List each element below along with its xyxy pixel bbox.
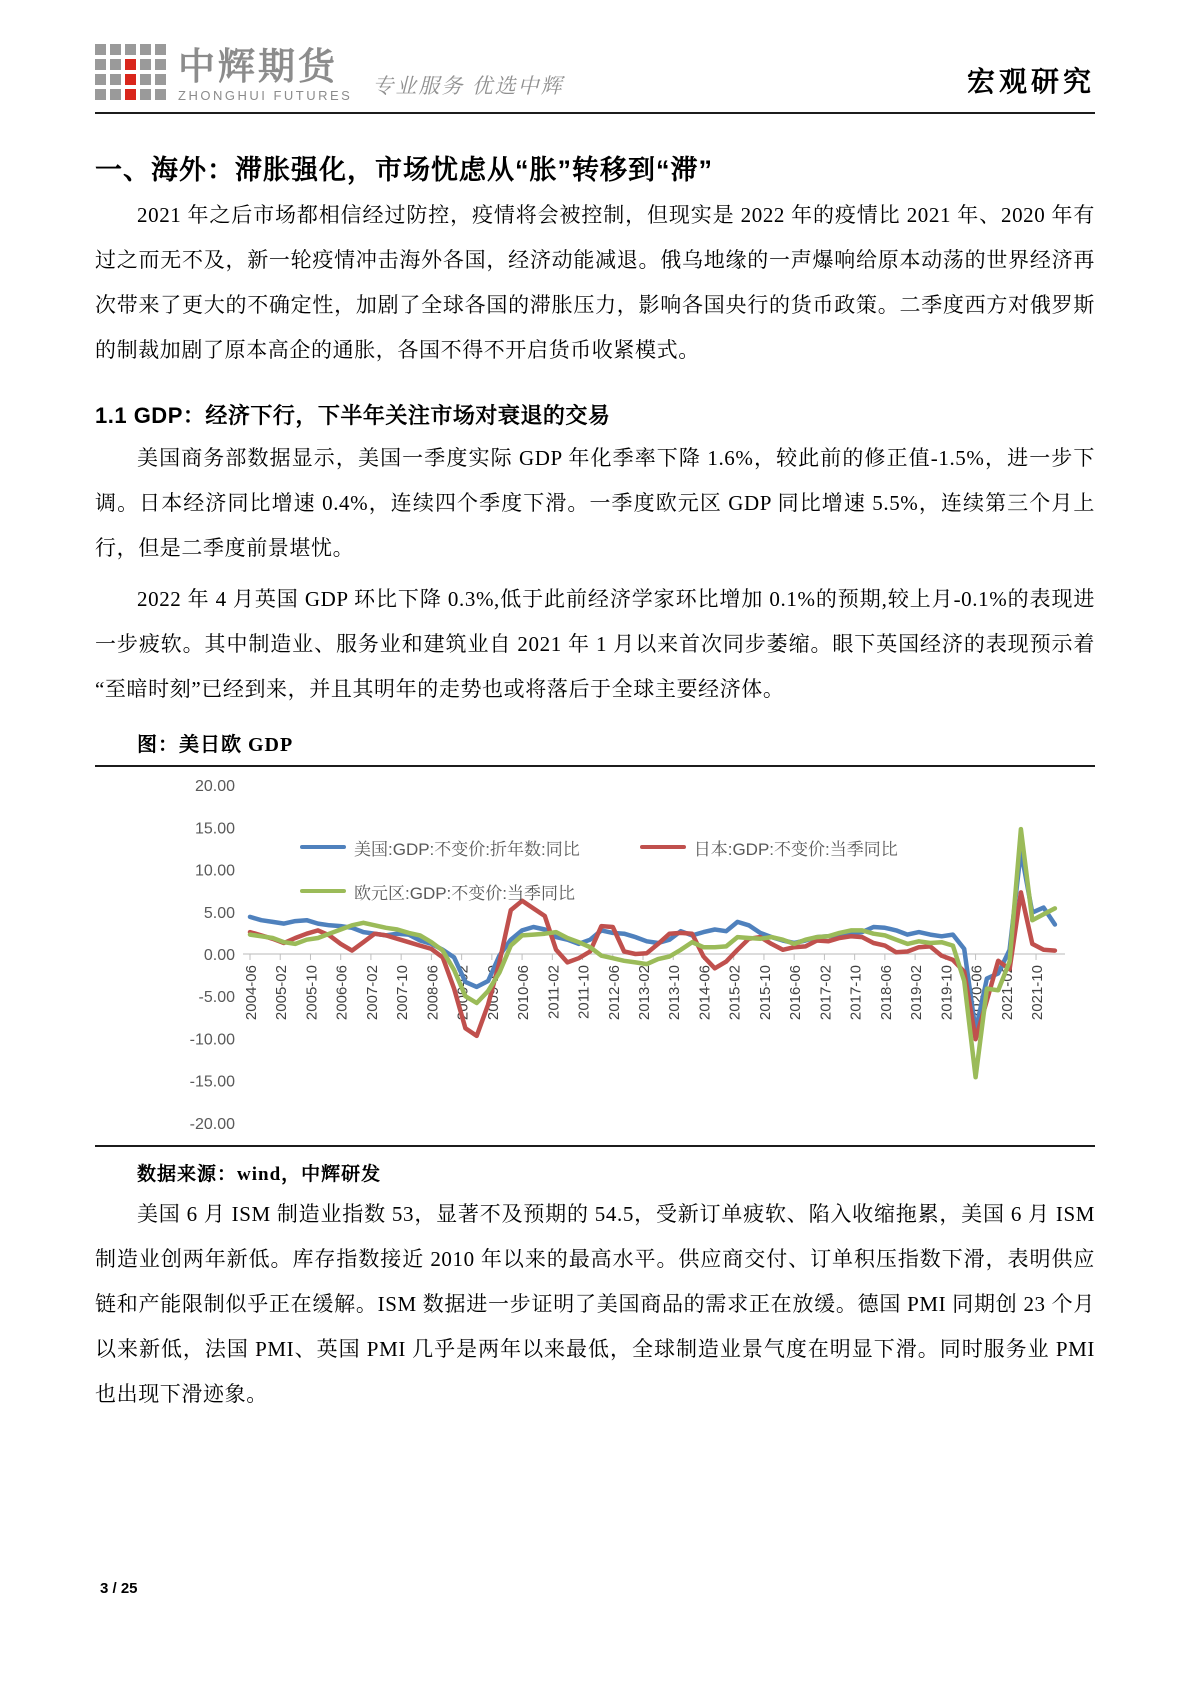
legend-row-1 <box>300 825 958 869</box>
subsection-title: 1.1 GDP：经济下行，下半年关注市场对衰退的交易 <box>95 403 611 428</box>
logo-name-cn: 中辉期货 <box>178 46 338 87</box>
section-title: 一、海外：滞胀强化，市场忧虑从“胀”转移到“滞” <box>95 155 713 185</box>
svg-text:10.00: 10.00 <box>194 862 235 880</box>
svg-text:2015-10: 2015-10 <box>756 965 774 1021</box>
svg-text:-5.00: -5.00 <box>198 989 235 1007</box>
svg-text:15.00: 15.00 <box>194 820 235 838</box>
paragraph-1: 2021 年之后市场都相信经过防控，疫情将会被控制，但现实是 2022 年的疫情比 2021 年、2020 年有过之而无不及，新一轮疫情冲击海外各国，经济动能减退。俄乌地缘的一声爆响给原本动荡的世界经济再次带来了更大的不确定性，加剧了全球各国的滞胀压力，影响各国央行的货币政策。二季度西方对俄罗斯的制裁加剧了原本高企的通胀，各国不得不开启货币收紧模式。 <box>95 203 1095 362</box>
legend-label-eurozone: 欧元区:GDP:不变价:当季同比 <box>354 883 576 903</box>
svg-text:2009-10: 2009-10 <box>484 965 502 1021</box>
svg-text:20.00: 20.00 <box>194 778 235 796</box>
svg-text:0.00: 0.00 <box>203 947 235 964</box>
svg-text:2013-10: 2013-10 <box>666 965 684 1021</box>
logo-text <box>178 48 352 102</box>
japan-series-swatch <box>640 845 686 850</box>
legend-row-2 <box>300 869 958 913</box>
us-series-swatch <box>300 845 346 850</box>
svg-text:2018-06: 2018-06 <box>877 965 895 1021</box>
paragraph-2: 美国商务部数据显示，美国一季度实际 GDP 年化季率下降 1.6%，较此前的修正值-1.5%，进一步下调。日本经济同比增速 0.4%，连续四个季度下滑。一季度欧元区 GDP 同比增速 5.5%，连续第三个月上行，但是二季度前景堪忧。 <box>95 446 1095 560</box>
svg-text:2010-06: 2010-06 <box>515 965 533 1021</box>
svg-text:2005-10: 2005-10 <box>303 965 321 1021</box>
paragraph-4: 美国 6 月 ISM 制造业指数 53，显著不及预期的 54.5，受新订单疲软、陷入收缩拖累，美国 6 月 ISM 制造业创两年新低。库存指数接近 2010 年以来的最高水平。供应商交付、订单积压指数下滑，表明供应链和产能限制似乎正在缓解。ISM 数据进一步证明了美国商品的需求正在放缓。德国 PMI 同期创 23 个月以来新低，法国 PMI、英国 PMI 几乎是两年以来最低，全球制造业景气度在明显下滑。同时服务业 PMI 也出现下滑迹象。 <box>95 1202 1095 1406</box>
gdp-figure <box>95 728 1095 1186</box>
svg-text:2019-02: 2019-02 <box>908 965 926 1021</box>
page-header <box>95 44 1095 114</box>
svg-text:-10.00: -10.00 <box>189 1031 235 1049</box>
svg-text:2021-02: 2021-02 <box>998 965 1016 1021</box>
svg-text:-20.00: -20.00 <box>189 1115 235 1133</box>
svg-text:2005-02: 2005-02 <box>273 965 291 1021</box>
svg-text:2016-06: 2016-06 <box>787 965 805 1021</box>
svg-text:2009-02: 2009-02 <box>454 965 472 1021</box>
svg-text:2015-02: 2015-02 <box>726 965 744 1021</box>
svg-text:2020-06: 2020-06 <box>968 965 986 1021</box>
svg-text:2017-10: 2017-10 <box>847 965 865 1021</box>
svg-text:2007-10: 2007-10 <box>394 965 412 1021</box>
svg-text:2011-10: 2011-10 <box>575 965 593 1019</box>
logo-name-en: ZHONGHUI FUTURES <box>178 88 353 103</box>
figure-caption: 图：美日欧 GDP <box>137 734 294 756</box>
svg-text:2004-06: 2004-06 <box>243 965 260 1021</box>
legend-item-us <box>300 835 580 860</box>
logo-slogan: 专业服务 优选中辉 <box>372 74 564 98</box>
figure-source: 数据来源：wind，中辉研发 <box>137 1164 382 1185</box>
legend-label-us: 美国:GDP:不变价:折年数:同比 <box>354 839 580 859</box>
legend-item-eurozone <box>300 879 575 904</box>
logo-squares-icon <box>95 44 166 100</box>
page-number: 3 / 25 <box>100 1580 138 1597</box>
svg-text:2007-02: 2007-02 <box>363 965 381 1021</box>
legend-item-japan <box>640 835 898 860</box>
svg-text:2011-02: 2011-02 <box>545 965 563 1019</box>
paragraph-3: 2022 年 4 月英国 GDP 环比下降 0.3%,低于此前经济学家环比增加 0.1%的预期,较上月-0.1%的表现进一步疲软。其中制造业、服务业和建筑业自 2021 年 1 月以来首次同步萎缩。眼下英国经济的表现预示着“至暗时刻”已经到来，并且其明年的走势也或将落后于全球主要经济体。 <box>95 587 1095 701</box>
eurozone-series-swatch <box>300 889 346 894</box>
report-category: 宏观研究 <box>966 67 1095 98</box>
svg-text:2019-10: 2019-10 <box>938 965 956 1021</box>
gdp-chart-svg <box>95 767 1095 1145</box>
svg-text:5.00: 5.00 <box>203 904 235 922</box>
svg-text:2014-06: 2014-06 <box>696 965 714 1021</box>
svg-text:2006-06: 2006-06 <box>333 965 351 1021</box>
svg-text:2017-02: 2017-02 <box>817 965 835 1021</box>
company-logo <box>95 44 564 102</box>
content-column <box>0 44 1190 1417</box>
svg-text:2008-06: 2008-06 <box>424 965 442 1021</box>
svg-text:-15.00: -15.00 <box>189 1073 235 1091</box>
gdp-line-chart <box>95 765 1095 1147</box>
svg-text:2013-02: 2013-02 <box>636 965 654 1021</box>
svg-text:2012-06: 2012-06 <box>605 965 623 1021</box>
chart-legend <box>300 825 958 913</box>
svg-text:2021-10: 2021-10 <box>1029 965 1047 1021</box>
legend-label-japan: 日本:GDP:不变价:当季同比 <box>693 839 898 859</box>
